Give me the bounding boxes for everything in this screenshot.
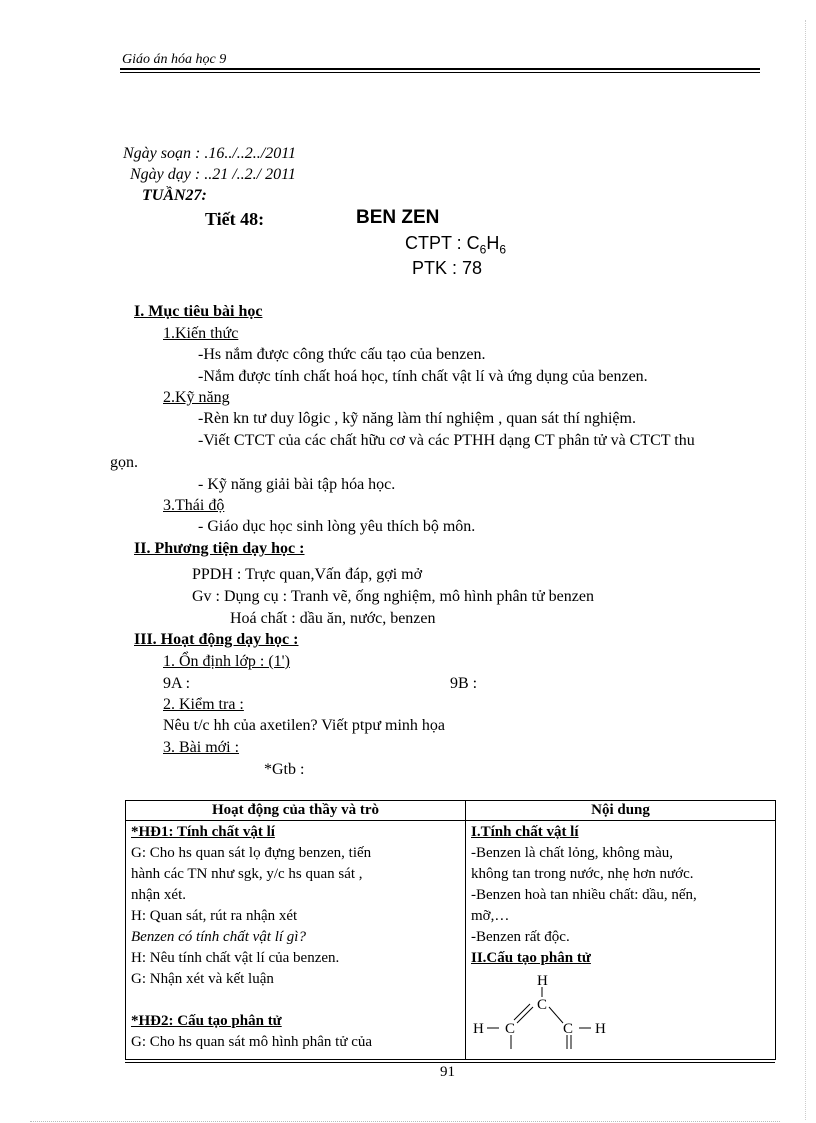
activity-line: H: Quan sát, rút ra nhận xét (131, 908, 298, 924)
attitude-item-1: - Giáo dục học sinh lòng yêu thích bộ môn. (198, 518, 476, 535)
subsection-knowledge: 1.Kiến thức (163, 325, 239, 342)
activities-table (125, 800, 776, 1060)
page-border-right (805, 20, 806, 1120)
atom-c-right: C (563, 1021, 574, 1037)
activity-1-title: *HĐ1: Tính chất vật lí (131, 824, 275, 840)
header-rule-thin (120, 72, 760, 73)
footer-rule (125, 1062, 775, 1063)
formula-h: H (486, 233, 500, 253)
lesson-title: BEN ZEN (356, 207, 440, 228)
content-line: -Benzen rất độc. (471, 929, 570, 945)
header-rule (120, 68, 760, 70)
class-9b: 9B : (450, 675, 478, 692)
document-header: Giáo án hóa học 9 (122, 52, 227, 67)
skills-item-1: -Rèn kn tư duy lôgic , kỹ năng làm thí nghiệm , quan sát thí nghiệm. (198, 410, 636, 427)
spacer (131, 990, 460, 1011)
content-cell (466, 821, 776, 1060)
content-line: mỡ,… (471, 908, 510, 924)
content-line: -Benzen là chất lỏng, không màu, (471, 845, 674, 861)
activity-2-title: *HĐ2: Cấu tạo phân tử (131, 1013, 282, 1029)
content-line: -Benzen hoà tan nhiều chất: dầu, nến, (471, 887, 697, 903)
tools-line: Gv : Dụng cụ : Tranh vẽ, ống nghiệm, mô hình phân tử benzen (192, 588, 594, 605)
page-number: 91 (440, 1064, 455, 1080)
step-new-lesson: 3. Bài mới : (163, 739, 240, 756)
atom-h-right: H (595, 1021, 606, 1037)
activity-line: G: Cho hs quan sát lọ đựng benzen, tiến (131, 845, 372, 861)
activity-question: Benzen có tính chất vật lí gì? (131, 929, 306, 945)
atom-c-top: C (537, 997, 548, 1013)
skills-item-2: -Viết CTCT của các chất hữu cơ và các PTHH dạng CT phân tử và CTCT thu (198, 432, 695, 449)
chemicals-line: Hoá chất : dầu ăn, nước, benzen (230, 610, 436, 627)
step-class-order: 1. Ổn định lớp : (1') (163, 653, 290, 670)
subsection-skills: 2.Kỹ năng (163, 389, 230, 406)
formula-h-subscript: 6 (499, 242, 507, 257)
content-structure-title: II.Cấu tạo phân tử (471, 950, 591, 966)
week-label: TUẦN27: (142, 187, 207, 204)
skills-item-2-cont: gọn. (110, 454, 138, 471)
activity-line: G: Nhận xét và kết luận (131, 971, 274, 987)
content-physical-title: I.Tính chất vật lí (471, 824, 579, 840)
activity-line: H: Nêu tính chất vật lí của benzen. (131, 950, 340, 966)
atom-h-top: H (537, 973, 548, 989)
check-question: Nêu t/c hh của axetilen? Viết ptpư minh họa (163, 717, 445, 734)
introduction-label: *Gtb : (264, 761, 305, 778)
section-1-title: I. Mục tiêu bài học (134, 303, 263, 320)
col-header-content: Nội dung (466, 801, 776, 821)
class-9a: 9A : (163, 675, 191, 692)
content-line: không tan trong nước, nhẹ hơn nước. (471, 866, 694, 882)
formula-c-subscript: 6 (479, 242, 487, 257)
prep-date: Ngày soạn : .16../..2../2011 (123, 145, 297, 162)
molecular-weight: PTK : 78 (412, 258, 483, 278)
step-check: 2. Kiểm tra : (163, 696, 244, 713)
teach-date: Ngày dạy : ..21 /..2./ 2011 (130, 166, 296, 183)
atom-h-left: H (473, 1021, 484, 1037)
activity-line: nhận xét. (131, 887, 186, 903)
section-3-title: III. Hoạt động dạy học : (134, 631, 299, 648)
subsection-attitude: 3.Thái độ (163, 497, 225, 514)
formula-label: CTPT : C (405, 233, 480, 253)
activity-line: hành các TN như sgk, y/c hs quan sát , (131, 866, 363, 882)
bond-line (549, 1007, 563, 1023)
activities-cell (126, 821, 466, 1060)
molecular-formula (405, 233, 506, 257)
knowledge-item-2: -Nắm được tính chất hoá học, tính chất vật lí và ứng dụng của benzen. (198, 368, 648, 385)
col-header-activities: Hoạt động của thầy và trò (126, 801, 466, 821)
skills-item-3: - Kỹ năng giải bài tập hóa học. (198, 476, 396, 493)
page-border-bottom (30, 1121, 780, 1122)
atom-c-left: C (505, 1021, 516, 1037)
knowledge-item-1: -Hs nắm được công thức cấu tạo của benzen. (198, 346, 486, 363)
activity-line: G: Cho hs quan sát mô hình phân tử của (131, 1034, 373, 1050)
period-label: Tiết 48: (205, 209, 265, 229)
methods-line: PPDH : Trực quan,Vấn đáp, gợi mở (192, 566, 423, 583)
benzene-structure-diagram (471, 969, 771, 1053)
section-2-title: II. Phương tiện dạy học : (134, 540, 305, 557)
